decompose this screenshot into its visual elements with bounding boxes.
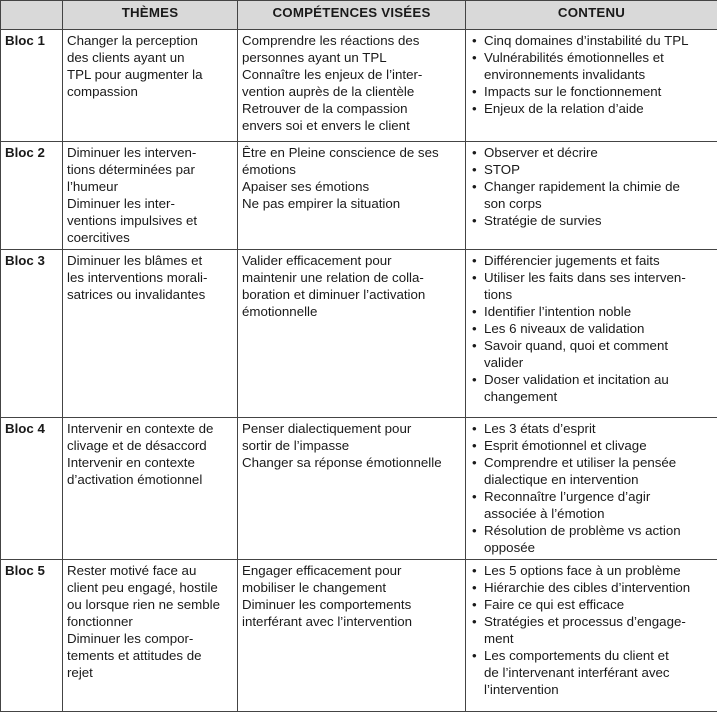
themes-line: rejet (67, 664, 233, 681)
contenu-item (470, 454, 713, 488)
header-competences: COMPÉTENCES VISÉES (238, 1, 466, 30)
themes-cell (63, 30, 238, 142)
themes-line: des clients ayant un (67, 49, 233, 66)
competences-line: Comprendre les réactions des (242, 32, 461, 49)
contenu-item (470, 437, 713, 454)
competences-line: maintenir une relation de colla- (242, 269, 461, 286)
bloc-label: Bloc 3 (1, 250, 63, 418)
contenu-line: tions (484, 286, 713, 303)
contenu-cell (466, 560, 717, 712)
contenu-item (470, 212, 713, 229)
contenu-line: • STOP (484, 161, 713, 178)
themes-line: Intervenir en contexte (67, 454, 233, 471)
competences-line: Connaître les enjeux de l’inter- (242, 66, 461, 83)
themes-line: coercitives (67, 229, 233, 246)
contenu-line: dialectique en intervention (484, 471, 713, 488)
contenu-list (470, 252, 713, 405)
header-bloc (1, 1, 63, 30)
competences-cell (238, 418, 466, 560)
bloc-label: Bloc 2 (1, 142, 63, 250)
contenu-item (470, 420, 713, 437)
contenu-line: • Les comportements du client et (484, 647, 713, 664)
contenu-item (470, 144, 713, 161)
contenu-line: • Doser validation et incitation au (484, 371, 713, 388)
header-contenu: CONTENU (466, 1, 717, 30)
competences-line: envers soi et envers le client (242, 117, 461, 134)
contenu-line: • Reconnaître l’urgence d’agir (484, 488, 713, 505)
table-row (1, 250, 717, 418)
contenu-item (470, 320, 713, 337)
contenu-line: • Vulnérabilités émotionnelles et (484, 49, 713, 66)
themes-line: ou lorsque rien ne semble (67, 596, 233, 613)
contenu-list (470, 32, 713, 117)
themes-line: clivage et de désaccord (67, 437, 233, 454)
competences-line: Être en Pleine conscience de ses (242, 144, 461, 161)
bloc-label: Bloc 4 (1, 418, 63, 560)
contenu-line: de l’intervenant interférant avec (484, 664, 713, 681)
contenu-line: • Comprendre et utiliser la pensée (484, 454, 713, 471)
contenu-item (470, 269, 713, 303)
contenu-line: son corps (484, 195, 713, 212)
contenu-line: • Esprit émotionnel et clivage (484, 437, 713, 454)
contenu-item (470, 178, 713, 212)
contenu-item (470, 303, 713, 320)
contenu-line: • Les 6 niveaux de validation (484, 320, 713, 337)
competences-line: Engager efficacement pour (242, 562, 461, 579)
contenu-line: • Les 3 états d’esprit (484, 420, 713, 437)
competences-line: Valider efficacement pour (242, 252, 461, 269)
competences-line: vention auprès de la clientèle (242, 83, 461, 100)
contenu-line: associée à l’émotion (484, 505, 713, 522)
competences-line: sortir de l’impasse (242, 437, 461, 454)
competences-cell (238, 250, 466, 418)
themes-cell (63, 560, 238, 712)
themes-line: compassion (67, 83, 233, 100)
contenu-item (470, 83, 713, 100)
competences-line: émotions (242, 161, 461, 178)
contenu-cell (466, 30, 717, 142)
competences-line: boration et diminuer l’activation (242, 286, 461, 303)
contenu-cell (466, 418, 717, 560)
contenu-item (470, 161, 713, 178)
competences-line: émotionnelle (242, 303, 461, 320)
contenu-item (470, 252, 713, 269)
themes-line: ventions impulsives et (67, 212, 233, 229)
contenu-line: • Résolution de problème vs action (484, 522, 713, 539)
contenu-line: • Les 5 options face à un problème (484, 562, 713, 579)
contenu-line: l’intervention (484, 681, 713, 698)
themes-line: Diminuer les compor- (67, 630, 233, 647)
bloc-label: Bloc 1 (1, 30, 63, 142)
contenu-item (470, 647, 713, 698)
competences-line: Penser dialectiquement pour (242, 420, 461, 437)
contenu-line: • Observer et décrire (484, 144, 713, 161)
competences-line: mobiliser le changement (242, 579, 461, 596)
competences-cell (238, 30, 466, 142)
themes-line: fonctionner (67, 613, 233, 630)
contenu-item (470, 488, 713, 522)
contenu-item (470, 371, 713, 405)
themes-line: Changer la perception (67, 32, 233, 49)
contenu-cell (466, 142, 717, 250)
contenu-line: changement (484, 388, 713, 405)
contenu-list (470, 144, 713, 229)
themes-line: satrices ou invalidantes (67, 286, 233, 303)
contenu-item (470, 337, 713, 371)
contenu-line: opposée (484, 539, 713, 556)
competences-cell (238, 560, 466, 712)
themes-line: d’activation émotionnel (67, 471, 233, 488)
header-row (1, 1, 717, 30)
contenu-item (470, 522, 713, 556)
contenu-item (470, 562, 713, 579)
contenu-line: • Impacts sur le fonctionnement (484, 83, 713, 100)
contenu-line: • Faire ce qui est efficace (484, 596, 713, 613)
competences-cell (238, 142, 466, 250)
themes-line: Diminuer les interven- (67, 144, 233, 161)
themes-line: l’humeur (67, 178, 233, 195)
header-themes: THÈMES (63, 1, 238, 30)
themes-line: tions déterminées par (67, 161, 233, 178)
contenu-line: environnements invalidants (484, 66, 713, 83)
contenu-line: • Identifier l’intention noble (484, 303, 713, 320)
contenu-line: • Cinq domaines d’instabilité du TPL (484, 32, 713, 49)
contenu-line: • Différencier jugements et faits (484, 252, 713, 269)
contenu-list (470, 420, 713, 556)
themes-line: Diminuer les inter- (67, 195, 233, 212)
contenu-line: • Hiérarchie des cibles d’intervention (484, 579, 713, 596)
table-row (1, 560, 717, 712)
contenu-list (470, 562, 713, 698)
themes-line: Diminuer les blâmes et (67, 252, 233, 269)
themes-line: tements et attitudes de (67, 647, 233, 664)
contenu-line: • Stratégies et processus d’engage- (484, 613, 713, 630)
table-row (1, 30, 717, 142)
table-row (1, 142, 717, 250)
competences-line: interférant avec l’intervention (242, 613, 461, 630)
table-body (1, 30, 717, 712)
themes-line: Intervenir en contexte de (67, 420, 233, 437)
contenu-line: • Utiliser les faits dans ses interven- (484, 269, 713, 286)
contenu-line: • Savoir quand, quoi et comment (484, 337, 713, 354)
contenu-cell (466, 250, 717, 418)
contenu-line: valider (484, 354, 713, 371)
contenu-item (470, 596, 713, 613)
contenu-item (470, 49, 713, 83)
competences-line: Ne pas empirer la situation (242, 195, 461, 212)
themes-line: client peu engagé, hostile (67, 579, 233, 596)
contenu-line: • Enjeux de la relation d’aide (484, 100, 713, 117)
contenu-line: • Stratégie de survies (484, 212, 713, 229)
contenu-item (470, 613, 713, 647)
competences-line: Apaiser ses émotions (242, 178, 461, 195)
table-header (1, 1, 717, 30)
contenu-item (470, 579, 713, 596)
competences-line: Diminuer les comportements (242, 596, 461, 613)
competences-line: Retrouver de la compassion (242, 100, 461, 117)
bloc-label: Bloc 5 (1, 560, 63, 712)
competences-line: Changer sa réponse émotionnelle (242, 454, 461, 471)
themes-line: Rester motivé face au (67, 562, 233, 579)
themes-cell (63, 142, 238, 250)
contenu-item (470, 32, 713, 49)
themes-line: les interventions morali- (67, 269, 233, 286)
table-row (1, 418, 717, 560)
themes-line: TPL pour augmenter la (67, 66, 233, 83)
contenu-line: ment (484, 630, 713, 647)
contenu-item (470, 100, 713, 117)
themes-cell (63, 250, 238, 418)
themes-cell (63, 418, 238, 560)
contenu-line: • Changer rapidement la chimie de (484, 178, 713, 195)
competences-line: personnes ayant un TPL (242, 49, 461, 66)
